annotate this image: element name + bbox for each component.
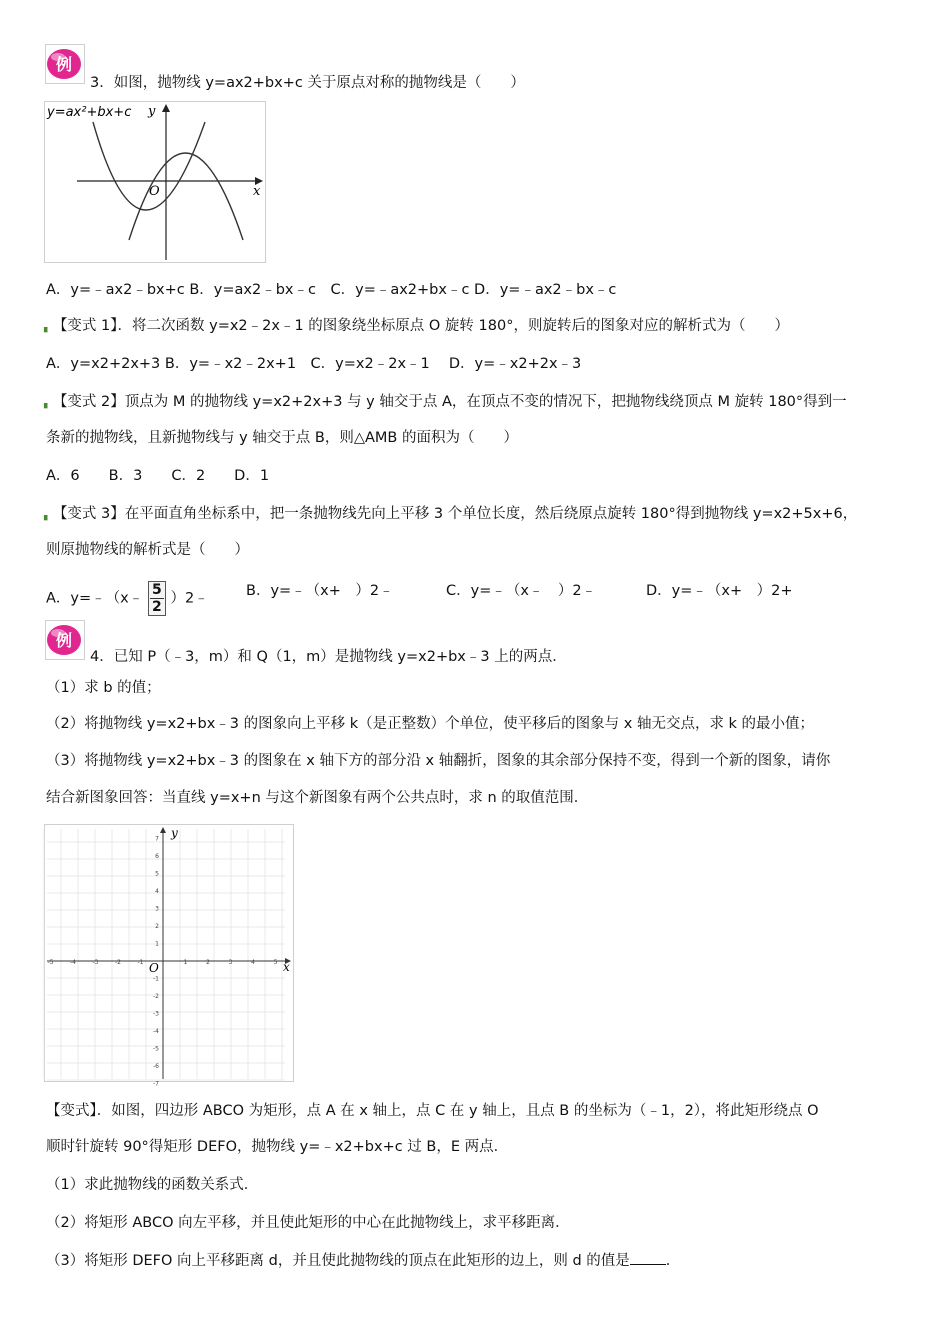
- fraction-box: $\frac{5}{2}$: [148, 581, 166, 616]
- example-badge-icon: [45, 44, 85, 84]
- q3-stem: 3．如图，抛物线 y=ax2+bx+c 关于原点对称的抛物线是（ ）: [90, 75, 525, 91]
- v4-stem-line1: 【变式】．如图，四边形 ABCO 为矩形，点 A 在 x 轴上，点 C 在 y 轴上，且点 B 的坐标为（﹣1，2），将此矩形绕点 O: [46, 1103, 819, 1119]
- x-tick-label: 5: [273, 959, 278, 966]
- v2-stem-line2: 条新的抛物线，且新抛物线与 y 轴交于点 B，则△AMB 的面积为（ ）: [46, 430, 518, 446]
- x-tick-label: -4: [70, 959, 76, 966]
- x-tick-label: 3: [228, 959, 233, 966]
- q4-coordinate-grid: [44, 824, 294, 1088]
- bullet-icon: ▖: [44, 511, 51, 521]
- y-tick-label: -1: [153, 975, 159, 983]
- v4-part3: （3）将矩形 DEFO 向上平移距离 d，并且使此抛物线的顶点在此矩形的边上，则 d 的值是 ．: [46, 1253, 681, 1269]
- y-tick-label: 7: [155, 835, 159, 843]
- v1-stem: [44, 316, 789, 338]
- v3-option-a: A．y=﹣（x﹣ $\frac{5}{2}$ ）2﹣: [46, 582, 209, 615]
- x-tick-label: -1: [137, 959, 144, 966]
- x-tick-label: 2: [206, 959, 210, 966]
- y-tick-label: 2: [155, 923, 159, 930]
- y-tick-label: 5: [155, 870, 159, 878]
- v2-stem-line1: [44, 392, 847, 414]
- v1-options: A．y=x2+2x+3 B．y=﹣x2﹣2x+1 C．y=x2﹣2x﹣1 D．y=﹣x2+2x﹣3: [46, 356, 582, 372]
- y-tick-label: 6: [155, 853, 159, 860]
- v3-stem-line1: [44, 504, 857, 526]
- y-axis-arrow-icon: [162, 104, 170, 112]
- y-axis-label: y: [148, 104, 156, 119]
- x-tick-label: 1: [183, 959, 188, 966]
- answer-blank: [630, 1264, 666, 1265]
- q3-figure: [44, 101, 266, 263]
- badge-label: 例: [55, 631, 73, 650]
- x-axis-label: x: [253, 184, 261, 199]
- x-tick-label: -2: [115, 959, 121, 966]
- q4-part3-line1: （3）将抛物线 y=x2+bx﹣3 的图象在 x 轴下方的部分沿 x 轴翻折，图象的其余部分保持不变，得到一个新的图象，请你: [46, 753, 831, 769]
- x-axis-label: x: [283, 960, 290, 974]
- y-tick-label: -7: [153, 1080, 159, 1088]
- v4-part2: （2）将矩形 ABCO 向左平移，并且使此矩形的中心在此抛物线上，求平移距离．: [46, 1215, 570, 1231]
- v3-stem1-text: 【变式 3】在平面直角坐标系中，把一条抛物线先向上平移 3 个单位长度，然后绕原点旋转 180°得到抛物线 y=x2+5x+6，: [52, 506, 858, 522]
- parabola-down: [129, 153, 243, 240]
- bullet-icon: ▖: [44, 399, 51, 409]
- y-tick-label: -5: [153, 1045, 159, 1053]
- y-tick-label: -3: [153, 1010, 159, 1018]
- x-tick-label: 4: [251, 959, 255, 966]
- q4-part3-line2: 结合新图象回答：当直线 y=x+n 与这个新图象有两个公共点时，求 n 的取值范围．: [46, 790, 589, 806]
- v2-stem1-text: 【变式 2】顶点为 M 的抛物线 y=x2+2x+3 与 y 轴交于点 A，在顶点不变的情况下，把抛物线绕顶点 M 旋转 180°得到一: [52, 394, 847, 410]
- v4-stem-line2: 顺时针旋转 90°得矩形 DEFO，抛物线 y=﹣x2+bx+c 过 B，E 两点．: [46, 1139, 509, 1155]
- v1-stem-text: 【变式 1】．将二次函数 y=x2﹣2x﹣1 的图象绕坐标原点 O 旋转 180°，则旋转后的图象对应的解析式为（ ）: [52, 318, 789, 334]
- q4-part1: （1）求 b 的值；: [46, 680, 161, 696]
- x-tick-label: -5: [47, 959, 54, 966]
- y-axis-label: y: [171, 826, 178, 840]
- example-badge-icon: [45, 620, 85, 660]
- y-tick-label: 1: [155, 940, 159, 948]
- y-tick-label: 4: [155, 888, 159, 895]
- y-axis-arrow-icon: [160, 827, 166, 833]
- q3-fig-label: y=ax²+bx+c: [47, 105, 132, 120]
- origin-label: O: [149, 961, 159, 975]
- x-tick-label: -3: [92, 959, 99, 966]
- q3-options: A．y=﹣ax2﹣bx+c B．y=ax2﹣bx﹣c C．y=﹣ax2+bx﹣c D．y=﹣ax2﹣bx﹣c: [46, 282, 617, 298]
- bullet-icon: ▖: [44, 323, 51, 333]
- v4-part1: （1）求此抛物线的函数关系式．: [46, 1177, 259, 1193]
- q4-part2: （2）将抛物线 y=x2+bx﹣3 的图象向上平移 k（是正整数）个单位，使平移后的图象与 x 轴无交点，求 k 的最小值；: [46, 716, 815, 732]
- v2-options: A．6 B．3 C．2 D．1: [46, 468, 270, 484]
- v3-option-c: C．y=﹣（x﹣ ）2﹣: [446, 583, 597, 599]
- v3-option-d: D．y=﹣（x+ ）2+: [646, 583, 793, 599]
- y-tick-label: 3: [155, 905, 159, 913]
- origin-label: O: [149, 184, 160, 199]
- badge-label: 例: [55, 55, 73, 74]
- q4-stem: 4．已知 P（﹣3，m）和 Q（1，m）是抛物线 y=x2+bx﹣3 上的两点．: [90, 649, 567, 665]
- y-tick-label: -6: [153, 1063, 159, 1070]
- v3-option-b: B．y=﹣（x+ ）2﹣: [246, 583, 394, 599]
- y-tick-label: -4: [153, 1028, 159, 1035]
- y-tick-label: -2: [153, 993, 159, 1000]
- v3-stem-line2: 则原抛物线的解析式是（ ）: [46, 542, 249, 558]
